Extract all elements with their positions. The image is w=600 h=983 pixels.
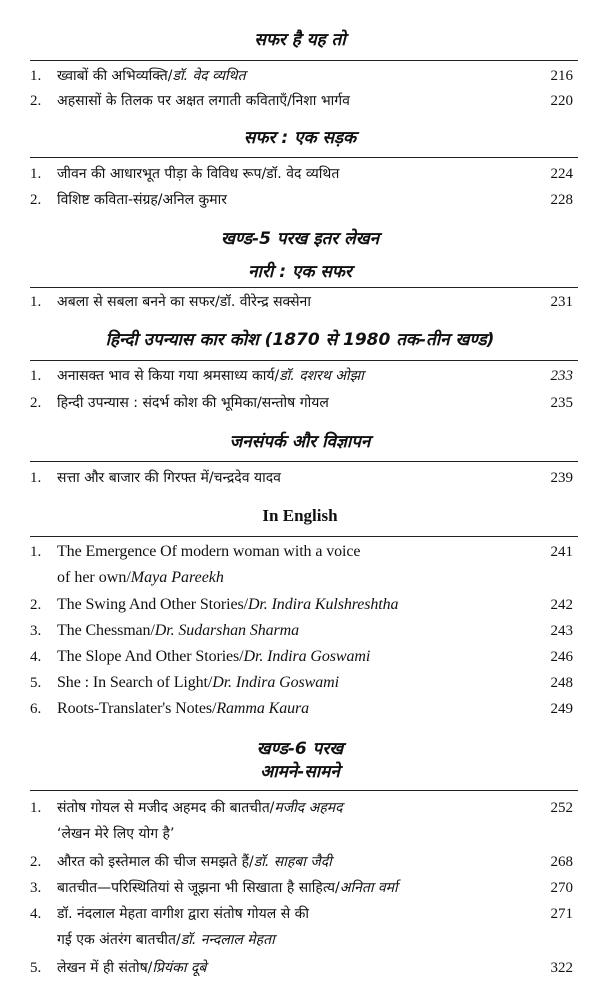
page-number: 271 <box>550 906 573 922</box>
entry-number: 2. <box>30 192 42 208</box>
entry-number: 1. <box>30 166 42 182</box>
toc-entry <box>0 162 600 186</box>
toc-entry <box>0 64 600 88</box>
entry-author: Dr. Indira Goswami <box>243 648 371 665</box>
entry-author: Ramma Kaura <box>216 700 310 717</box>
entry-author: चन्द्रदेव यादव <box>213 470 281 486</box>
section-heading: खण्ड-6 परख <box>256 739 344 759</box>
toc-entry <box>0 850 600 874</box>
entry-title: बातचीत—परिस्थितियां से जूझना भी सिखाता है साहित्य/अनिता वर्मा <box>57 880 398 896</box>
toc-entry <box>0 902 600 926</box>
entry-title: The Chessman/Dr. Sudarshan Sharma <box>57 622 300 639</box>
entry-author: डॉ. वीरेन्द्र सक्सेना <box>219 294 311 310</box>
toc-entry <box>0 290 600 314</box>
divider <box>30 360 578 361</box>
toc-entry <box>0 796 600 820</box>
page-number: 322 <box>550 960 573 976</box>
entry-author: प्रियंका दूबे <box>152 960 207 976</box>
entry-author: Maya Pareekh <box>130 569 224 586</box>
entry-number: 1. <box>30 470 42 486</box>
page-number: 246 <box>550 649 573 665</box>
entry-author: Dr. Indira Goswami <box>212 674 339 691</box>
entry-title: Roots-Translater's Notes/Ramma Kaura <box>57 700 310 717</box>
section-heading: खण्ड-5 परख इतर लेखन <box>220 229 380 249</box>
entry-title: लेखन में ही संतोष/प्रियंका दूबे <box>57 960 207 976</box>
toc-entry <box>0 466 600 490</box>
page-number: 243 <box>550 623 573 639</box>
toc-entry <box>0 619 600 643</box>
toc-entry <box>0 956 600 980</box>
page-number: 248 <box>550 675 573 691</box>
toc-entry <box>0 876 600 900</box>
entry-number: 2. <box>30 93 42 109</box>
entry-title: अबला से सबला बनने का सफर/डॉ. वीरेन्द्र सक्सेना <box>57 294 311 310</box>
section-heading: हिन्दी उपन्यास कार कोश (1870 से 1980 तक-तीन खण्ड) <box>105 330 495 350</box>
entry-title: विशिष्ट कविता-संग्रह/अनिल कुमार <box>57 192 228 208</box>
toc-entry <box>0 645 600 669</box>
divider <box>30 287 578 288</box>
section-heading: In English <box>262 506 338 525</box>
section-heading: सफर है यह तो <box>254 30 346 50</box>
toc-entry <box>0 391 600 415</box>
page-number: 224 <box>550 166 573 182</box>
entry-number: 2. <box>30 395 42 411</box>
page-number: 235 <box>550 395 573 411</box>
entry-author: Dr. Indira Kulshreshtha <box>247 596 399 613</box>
page-number: 270 <box>550 880 573 896</box>
entry-number: 5. <box>30 960 42 976</box>
entry-author: अनिता वर्मा <box>339 880 398 896</box>
entry-title: The Slope And Other Stories/Dr. Indira Goswami <box>57 648 371 665</box>
entry-author: डॉ. वेद व्यथित <box>266 166 340 182</box>
toc-entry <box>0 188 600 212</box>
entry-number: 5. <box>30 675 42 691</box>
entry-title-continuation: गई एक अंतरंग बातचीत/डॉ. नन्दलाल मेहता <box>57 932 275 948</box>
entry-author: सन्तोष गोयल <box>261 395 329 411</box>
page-number: 220 <box>550 93 573 109</box>
entry-title: ख्वाबों की अभिव्यक्ति/डॉ. वेद व्यथित <box>57 68 246 84</box>
entry-author: डॉ. साहबा जैदी <box>253 854 332 870</box>
entry-title: औरत को इस्तेमाल की चीज समझते हैं/डॉ. साहबा जैदी <box>57 854 332 870</box>
entry-number: 6. <box>30 701 42 717</box>
entry-title-continuation: of her own/Maya Pareekh <box>57 569 224 586</box>
entry-author: अनिल कुमार <box>162 192 228 208</box>
entry-author: मजीद अहमद <box>274 800 343 816</box>
entry-number: 2. <box>30 854 42 870</box>
divider <box>30 60 578 61</box>
page-number: 239 <box>550 470 573 486</box>
section-subheading: आमने-सामने <box>260 762 340 782</box>
toc-entry <box>0 540 600 564</box>
divider <box>30 790 578 791</box>
entry-number: 4. <box>30 906 42 922</box>
entry-author: डॉ. नन्दलाल मेहता <box>180 932 275 948</box>
entry-title: सत्ता और बाजार की गिरफ्त में/चन्द्रदेव यादव <box>57 470 281 486</box>
entry-title: The Emergence Of modern woman with a voice <box>57 543 361 560</box>
page-number: 242 <box>550 597 573 613</box>
page-number: 228 <box>550 192 573 208</box>
entry-author: डॉ. वेद व्यथित <box>172 68 246 84</box>
toc-entry <box>0 364 600 388</box>
section-heading: सफर : एक सड़क <box>243 128 357 148</box>
toc-entry <box>0 593 600 617</box>
toc-entry <box>0 671 600 695</box>
entry-author: डॉ. दशरथ ओझा <box>279 368 364 384</box>
entry-number: 1. <box>30 800 42 816</box>
page-number: 249 <box>550 701 573 717</box>
divider <box>30 536 578 537</box>
entry-title: जीवन की आधारभूत पीड़ा के विविध रूप/डॉ. वेद व्यथित <box>57 166 340 182</box>
entry-title: अहसासों के तिलक पर अक्षत लगाती कविताएँ/निशा भार्गव <box>57 93 350 109</box>
page-number: 231 <box>550 294 573 310</box>
entry-number: 3. <box>30 880 42 896</box>
toc-entry <box>0 89 600 113</box>
page-number: 268 <box>550 854 573 870</box>
divider <box>30 157 578 158</box>
entry-number: 1. <box>30 68 42 84</box>
entry-author: Dr. Sudarshan Sharma <box>154 622 300 639</box>
entry-title: She : In Search of Light/Dr. Indira Goswami <box>57 674 339 691</box>
section-heading: जनसंपर्क और विज्ञापन <box>229 432 371 452</box>
entry-number: 2. <box>30 597 42 613</box>
entry-title: हिन्दी उपन्यास : संदर्भ कोश की भूमिका/सन्तोष गोयल <box>57 395 329 411</box>
page-number: 252 <box>550 800 573 816</box>
entry-number: 4. <box>30 649 42 665</box>
entry-number: 1. <box>30 294 42 310</box>
page-number: 216 <box>550 68 573 84</box>
entry-number: 1. <box>30 544 42 560</box>
divider <box>30 461 578 462</box>
entry-subtitle: ‘लेखन मेरे लिए योग है’ <box>57 826 175 842</box>
entry-title: डॉ. नंदलाल मेहता वागीश द्वारा संतोष गोयल से की <box>57 906 309 922</box>
entry-title: संतोष गोयल से मजीद अहमद की बातचीत/मजीद अहमद <box>57 800 343 816</box>
entry-author: निशा भार्गव <box>291 93 350 109</box>
page-number: 233 <box>550 368 573 384</box>
entry-title: अनासक्त भाव से किया गया श्रमसाध्य कार्य/डॉ. दशरथ ओझा <box>57 368 364 384</box>
entry-title: The Swing And Other Stories/Dr. Indira Kulshreshtha <box>57 596 399 613</box>
page-number: 241 <box>550 544 573 560</box>
section-subheading: नारी : एक सफर <box>248 262 352 282</box>
entry-number: 1. <box>30 368 42 384</box>
toc-entry <box>0 697 600 721</box>
entry-number: 3. <box>30 623 42 639</box>
